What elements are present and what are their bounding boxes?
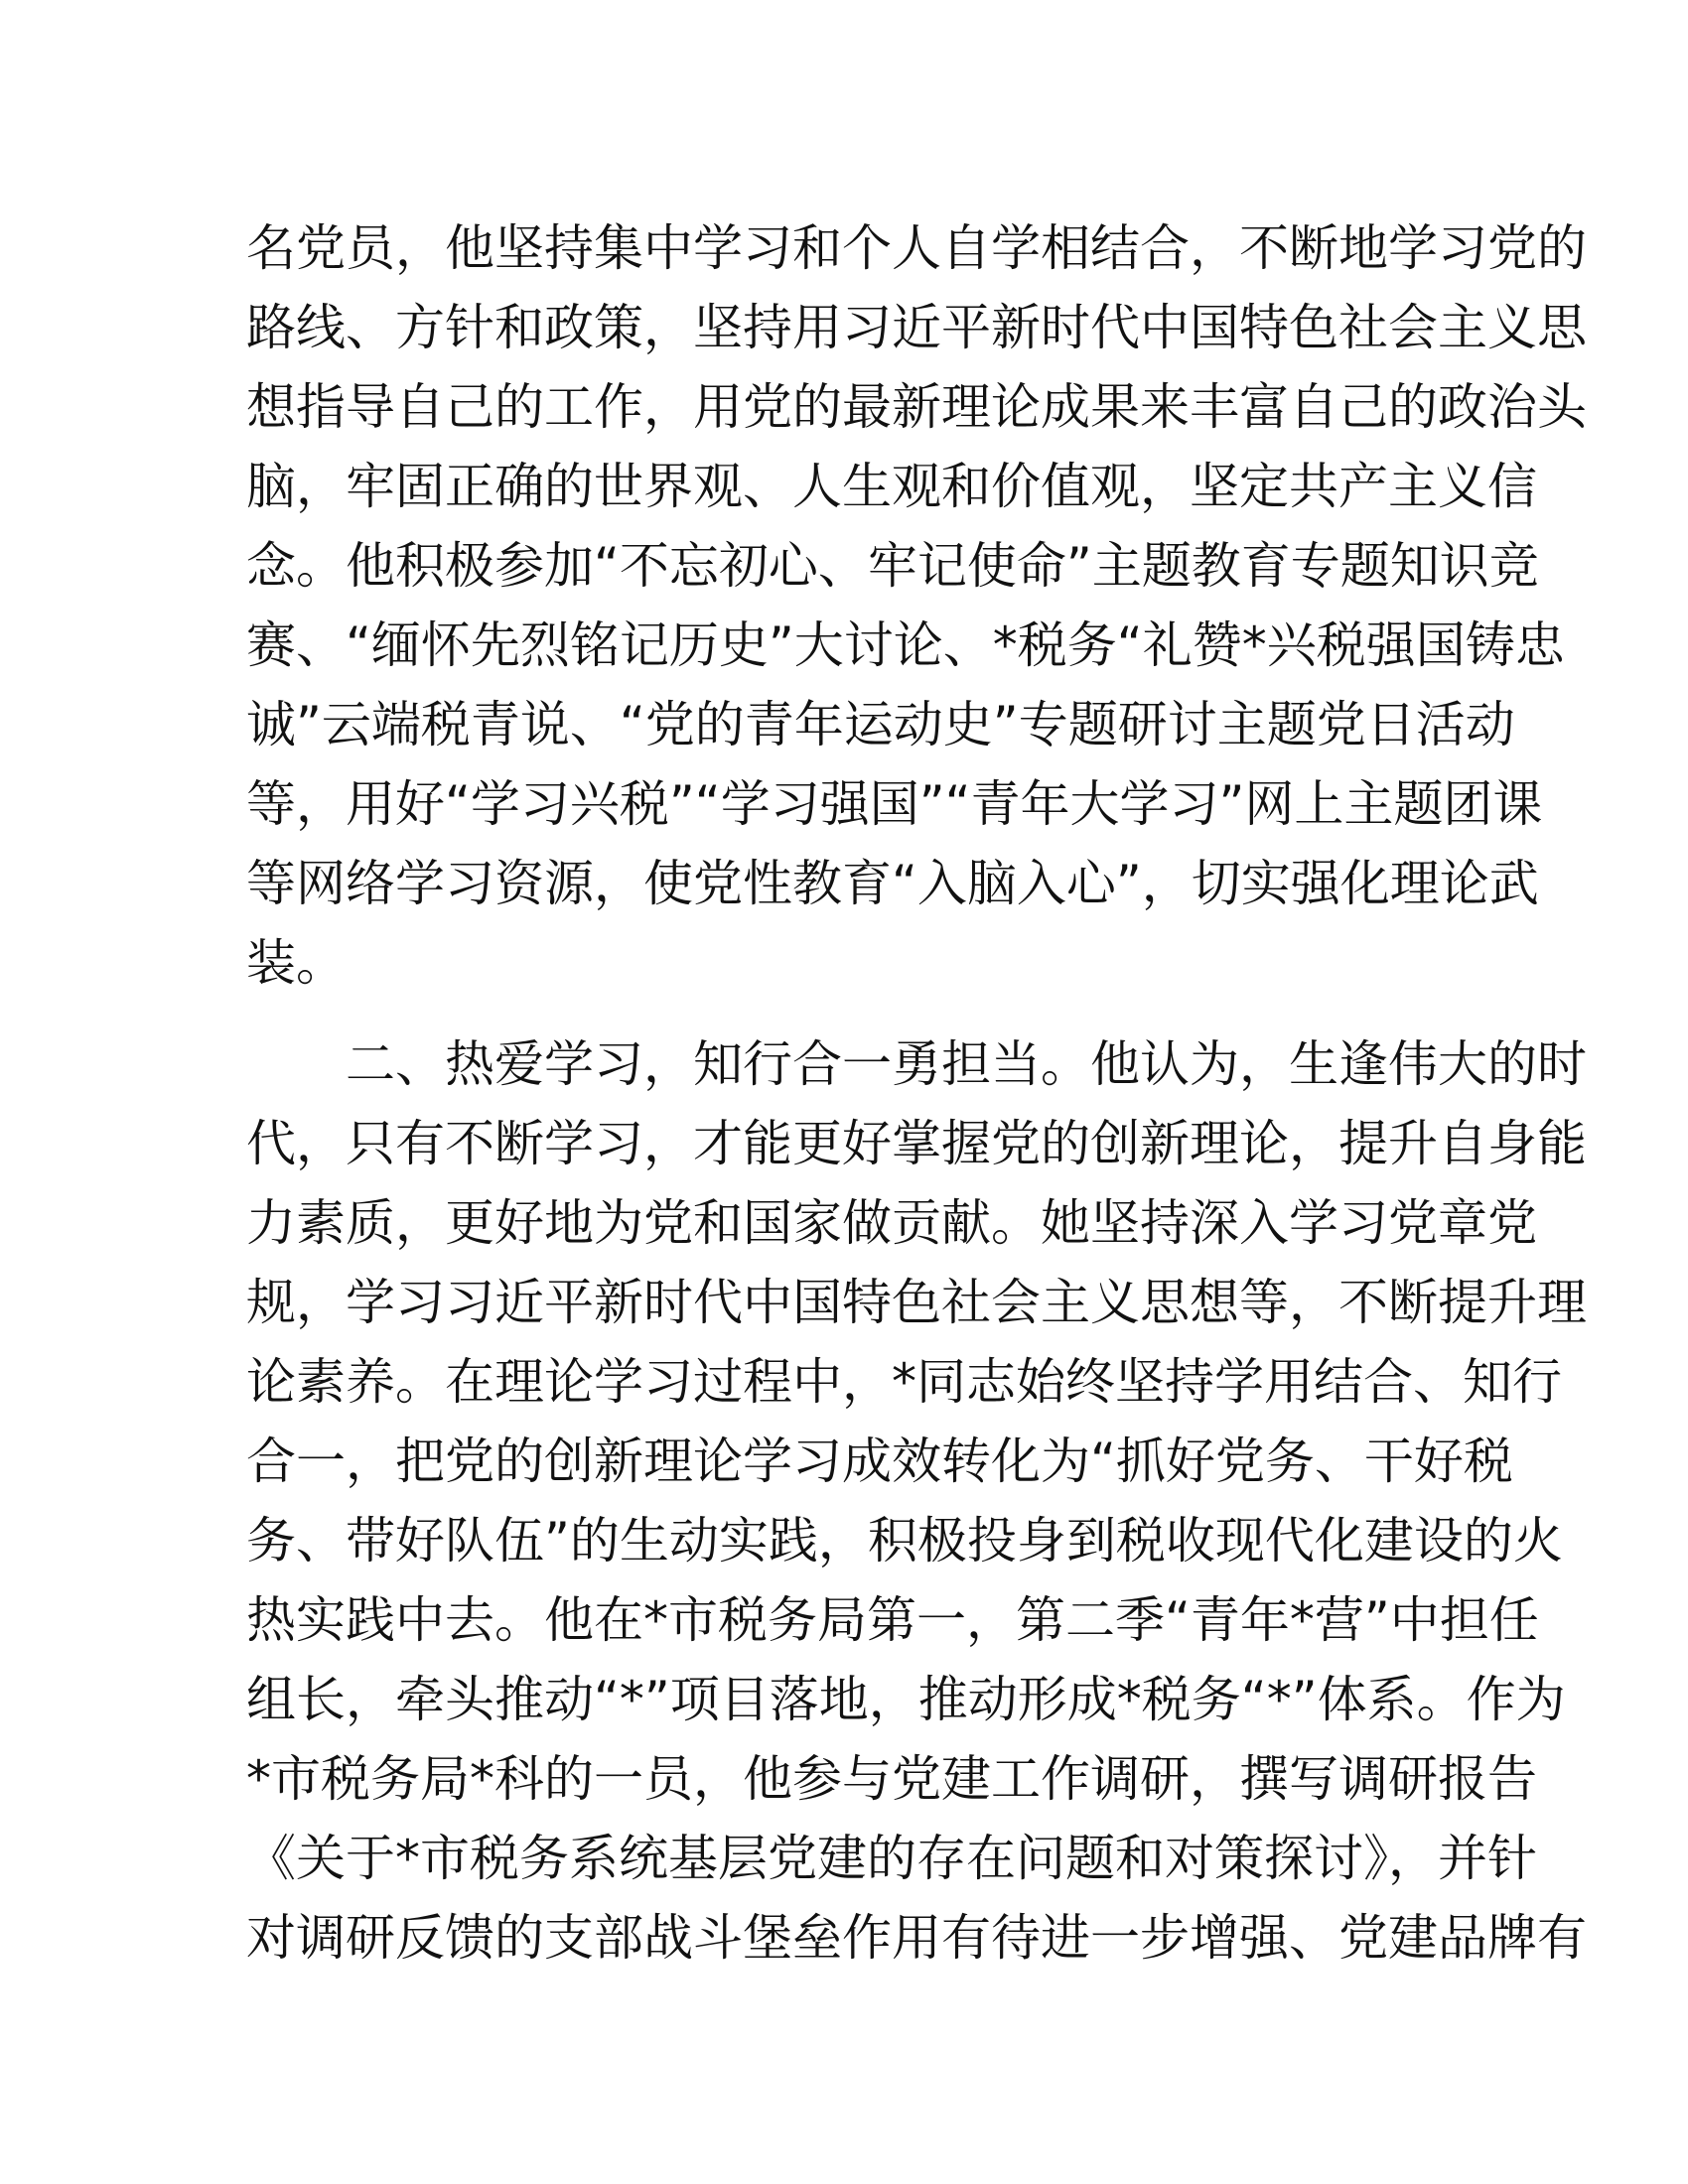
paragraph-line: 等网络学习资源，使党性教育“入脑入心”，切实强化理论武 <box>246 855 1539 912</box>
paragraph-line: 对调研反馈的支部战斗堡垒作用有待进一步增强、党建品牌有 <box>246 1909 1587 1967</box>
paragraph-line: 组长，牵头推动“*”项目落地，推动形成*税务“*”体系。作为 <box>246 1671 1566 1728</box>
paragraph-line: 力素质，更好地为党和国家做贡献。她坚持深入学习党章党 <box>246 1194 1537 1252</box>
paragraph-line: 规，学习习近平新时代中国特色社会主义思想等，不断提升理 <box>246 1274 1587 1331</box>
paragraph-line: 《关于*市税务系统基层党建的存在问题和对策探讨》，并针 <box>246 1830 1537 1887</box>
paragraph-line: 路线、方针和政策，坚持用习近平新时代中国特色社会主义思 <box>246 299 1587 356</box>
paragraph-line: 念。他积极参加“不忘初心、牢记使命”主题教育专题知识竞 <box>246 537 1539 595</box>
paragraph-line: 代，只有不断学习，才能更好掌握党的创新理论，提升自身能 <box>246 1115 1587 1172</box>
paragraph-line: 合一，把党的创新理论学习成效转化为“抓好党务、干好税 <box>246 1433 1513 1490</box>
paragraph-1 <box>246 208 1587 1003</box>
paragraph-line: 诚”云端税青说、“党的青年运动史”专题研讨主题党日活动 <box>246 696 1515 753</box>
paragraph-heading-line: 二、热爱学习，知行合一勇担当。他认为，生逢伟大的时 <box>346 1035 1587 1093</box>
paragraph-2 <box>246 1024 1587 1978</box>
document-body <box>246 208 1587 1978</box>
paragraph-line: 想指导自己的工作，用党的最新理论成果来丰富自己的政治头 <box>246 378 1587 436</box>
paragraph-line: *市税务局*科的一员，他参与党建工作调研，撰写调研报告 <box>246 1750 1537 1808</box>
paragraph-line: 论素养。在理论学习过程中，*同志始终坚持学用结合、知行 <box>246 1353 1562 1411</box>
paragraph-line: 装。 <box>246 934 346 992</box>
paragraph-line: 脑，牢固正确的世界观、人生观和价值观，坚定共产主义信 <box>246 458 1537 515</box>
paragraph-line: 赛、“缅怀先烈铭记历史”大讨论、*税务“礼赞*兴税强国铸忠 <box>246 616 1565 674</box>
paragraph-gap <box>246 1003 1448 1024</box>
paragraph-line: 务、带好队伍”的生动实践，积极投身到税收现代化建设的火 <box>246 1512 1563 1570</box>
paragraph-line: 名党员，他坚持集中学习和个人自学相结合，不断地学习党的 <box>246 219 1587 277</box>
paragraph-line: 等，用好“学习兴税”“学习强国”“青年大学习”网上主题团课 <box>246 775 1543 833</box>
paragraph-line: 热实践中去。他在*市税务局第一，第二季“青年*营”中担任 <box>246 1591 1539 1649</box>
